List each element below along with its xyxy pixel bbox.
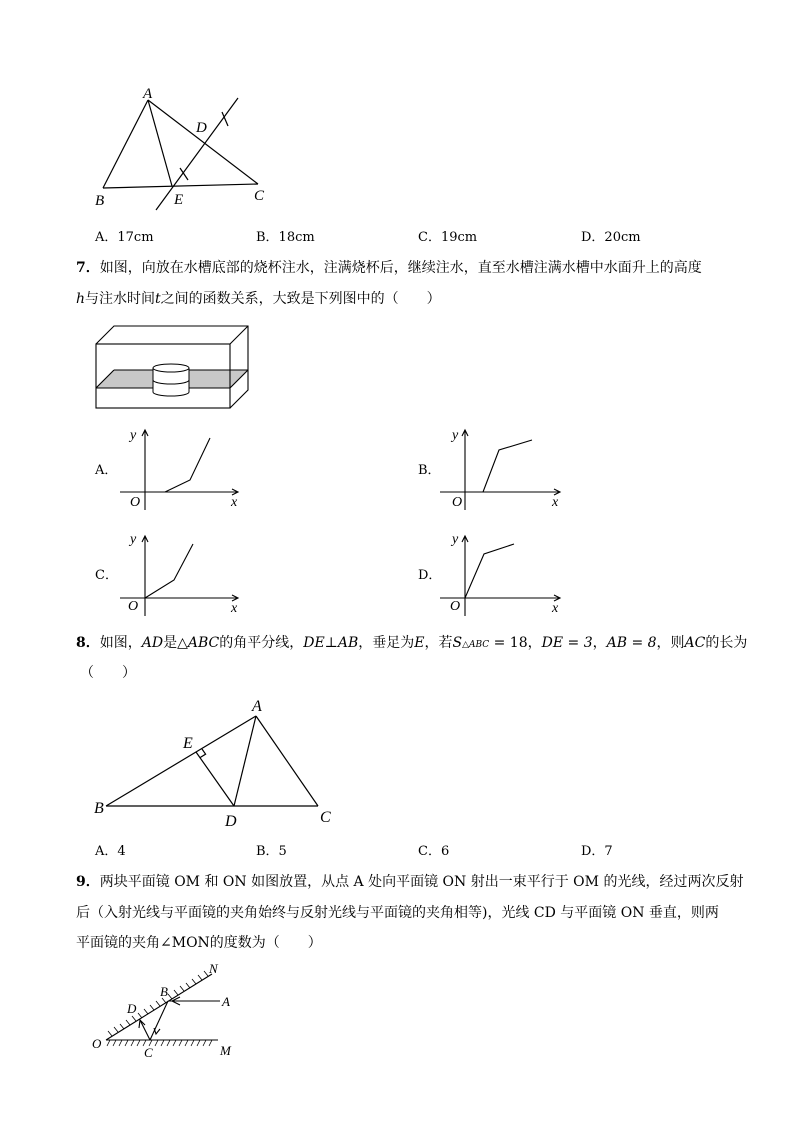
q6-label-A: A	[143, 86, 153, 102]
q8-stem-line1	[76, 633, 747, 655]
q8-t4: ，若	[424, 635, 453, 651]
q6-triangle-figure	[90, 82, 265, 217]
q7-option-d-label[interactable]: D．	[418, 568, 442, 583]
q6-option-b[interactable]: B．18cm	[256, 230, 315, 245]
q6-option-c[interactable]: C．19cm	[418, 230, 478, 245]
q9-label-N: N	[209, 961, 218, 976]
q7-option-c-label[interactable]: C．	[95, 568, 118, 583]
q7-graph-c-x: x	[231, 601, 238, 616]
q9-text-line1: 两块平面镜 OM 和 ON 如图放置，从点 A 处向平面镜 ON 射出一束平行于 OM 的光线，经过两次反射	[99, 874, 744, 890]
q8-AB8: AB = 8	[606, 635, 657, 651]
q9-label-D: D	[127, 1001, 137, 1016]
q8-option-b[interactable]: B．5	[256, 844, 287, 859]
q7-stem-line2	[76, 289, 441, 309]
q8-t6: 的长为	[705, 635, 748, 651]
q9-label-A: A	[222, 994, 230, 1009]
q7-graph-a[interactable]	[118, 424, 248, 514]
q8-label-D: D	[225, 813, 237, 830]
q8-t3: ，垂足为	[358, 635, 415, 651]
q7-graph-b-y: y	[452, 428, 459, 443]
q7-graph-a-O: O	[130, 495, 141, 510]
q6-option-a[interactable]: A．17cm	[95, 230, 154, 245]
q8-tri: △ABC	[177, 635, 220, 651]
q8-S-sub: △ABC	[462, 640, 490, 650]
q8-S-eq: = 18，	[489, 635, 542, 651]
q8-label-B: B	[94, 800, 104, 817]
q9-stem-line1	[76, 872, 743, 892]
q7-graph-b-x: x	[552, 495, 559, 510]
q7-graph-d-y: y	[452, 532, 459, 547]
q9-stem-line3: 平面镜的夹角∠MON的度数为（ ）	[76, 935, 322, 951]
q9-label-B: B	[160, 984, 168, 999]
q9-stem-line2: 后（入射光线与平面镜的夹角始终与反射光线与平面镜的夹角相等)，光线 CD 与平面镜 ON 垂直，则两	[76, 905, 719, 921]
q7-graph-d-O: O	[450, 599, 461, 614]
q9-label-O: O	[92, 1036, 102, 1051]
q8-triangle-figure	[90, 694, 340, 834]
q8-AC: AC	[684, 635, 706, 651]
q7-text-line1: 如图，向放在水槽底部的烧杯注水，注满烧杯后，继续注水，直至水槽注满水槽中水面升上的高度	[99, 260, 702, 276]
q7-water-tank-figure	[92, 322, 252, 412]
q7-var-h: h	[76, 291, 86, 307]
q8-t2: 的角平分线，	[219, 635, 304, 651]
q8-comma: ，	[592, 635, 607, 651]
q8-E: E	[414, 635, 425, 651]
q7-text-2b: 之间的函数关系，大致是下列图中的（ ）	[160, 291, 441, 307]
q7-graph-c-y: y	[130, 532, 137, 547]
q8-t5: ，则	[656, 635, 685, 651]
q8-label-C: C	[320, 809, 331, 826]
q9-mirror-figure	[88, 960, 248, 1060]
q8-DEAB: DE⊥AB	[303, 635, 359, 651]
q7-graph-b-O: O	[452, 495, 463, 510]
q7-graph-c[interactable]	[118, 528, 248, 618]
q6-label-E: E	[174, 192, 184, 208]
q7-graph-c-O: O	[128, 599, 139, 614]
q8-DE3: DE = 3	[541, 635, 593, 651]
q8-label-E: E	[183, 735, 193, 752]
q7-option-a-label[interactable]: A．	[95, 463, 118, 478]
q7-graph-d-x: x	[552, 601, 559, 616]
q7-stem-line1	[76, 258, 702, 278]
q8-option-d[interactable]: D．7	[581, 844, 613, 859]
q7-graph-b[interactable]	[438, 424, 568, 514]
q8-paren: （ ）	[80, 665, 136, 681]
q7-graph-a-y: y	[130, 428, 137, 443]
q8-label-A: A	[252, 698, 262, 715]
q6-label-B: B	[95, 193, 105, 209]
q8-t1: 是	[163, 635, 178, 651]
q8-S: S	[452, 635, 463, 651]
q9-number: 9．	[76, 874, 100, 890]
q6-label-C: C	[254, 188, 265, 204]
q8-pre: 如图，	[99, 635, 142, 651]
q7-var-t: t	[155, 291, 161, 307]
q6-option-d[interactable]: D．20cm	[581, 230, 641, 245]
q8-option-a[interactable]: A．4	[95, 844, 126, 859]
q7-option-b-label[interactable]: B．	[418, 463, 441, 478]
q7-text-2a: 与注水时间	[85, 291, 156, 307]
q6-label-D: D	[196, 120, 207, 136]
q9-label-C: C	[144, 1045, 153, 1060]
q8-option-c[interactable]: C．6	[418, 844, 450, 859]
q7-number: 7．	[76, 260, 100, 276]
q7-graph-d[interactable]	[438, 528, 568, 618]
q8-AD: AD	[141, 635, 164, 651]
q9-label-M: M	[220, 1043, 231, 1058]
q7-graph-a-x: x	[231, 495, 238, 510]
q8-number: 8．	[76, 635, 100, 651]
